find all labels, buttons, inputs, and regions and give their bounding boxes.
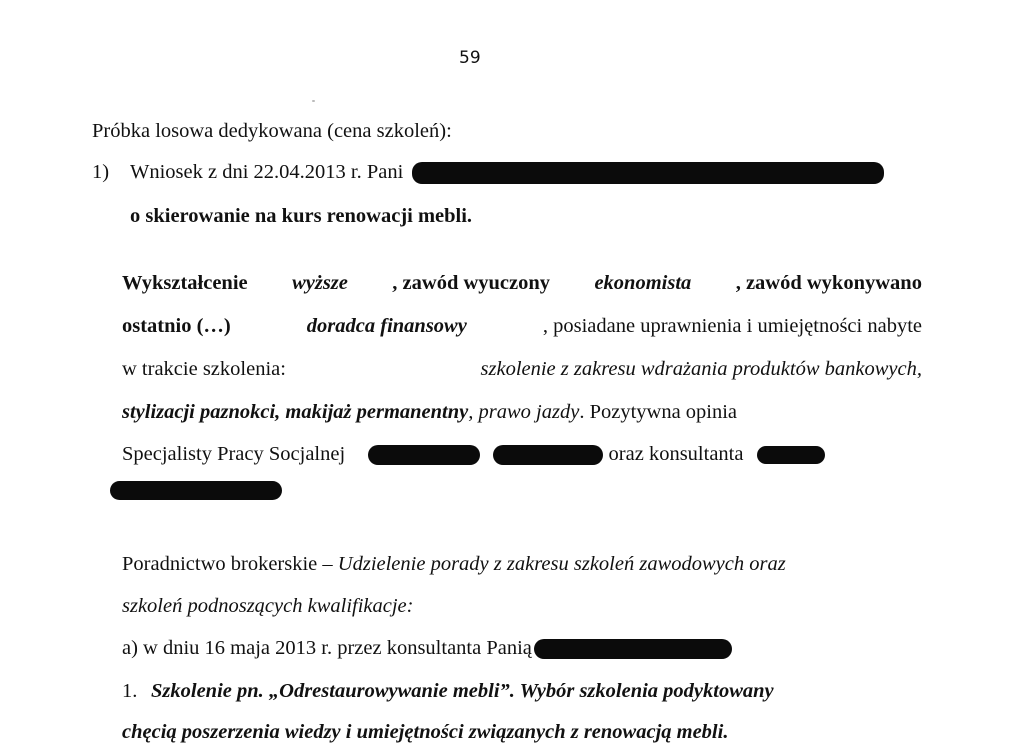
p1-l5-a: Specjalisty Pracy Socjalnej bbox=[122, 443, 346, 465]
para2-item-1 bbox=[151, 678, 921, 704]
p2-a-text: a) w dniu 16 maja 2013 r. przez konsultanta Panią bbox=[122, 637, 532, 659]
redaction-name-4 bbox=[757, 446, 825, 464]
para2-item-1-cont: chęcią poszerzenia wiedzy i umiejętności związanych z renowacją mebli. bbox=[122, 721, 729, 743]
redaction-name-1 bbox=[412, 162, 884, 184]
para2-line-1 bbox=[122, 551, 786, 577]
p1-l2-b: doradca finansowy bbox=[306, 315, 467, 337]
p2-n1-text: Szkolenie pn. „Odrestaurowywanie mebli”. Wybór szkolenia podyktowany bbox=[151, 680, 774, 702]
section-heading: Próbka losowa dedykowana (cena szkoleń): bbox=[92, 120, 452, 142]
redaction-name-3 bbox=[493, 445, 603, 465]
para1-line-5 bbox=[122, 441, 825, 467]
redaction-name-5 bbox=[110, 481, 282, 500]
para2-line-2: szkoleń podnoszących kwalifikacje: bbox=[122, 595, 414, 617]
item-1-number: 1) bbox=[92, 161, 110, 183]
para2-item-1-number: 1. bbox=[122, 680, 138, 702]
p1-l1-b: wyższe bbox=[292, 272, 348, 294]
p1-l2-c: , posiadane uprawnienia i umiejętności nabyte bbox=[542, 315, 922, 337]
para1-line-3 bbox=[122, 356, 922, 382]
item-1-subject: o skierowanie na kurs renowacji mebli. bbox=[130, 205, 473, 227]
p1-l3-b: szkolenie z zakresu wdrażania produktów bankowych, bbox=[480, 358, 922, 380]
p1-l2-a: ostatnio (…) bbox=[122, 315, 231, 337]
p2-l1-b: Udzielenie porady z zakresu szkoleń zawodowych oraz bbox=[337, 553, 786, 575]
p1-l1-d: ekonomista bbox=[594, 272, 692, 294]
p1-l3-a: w trakcie szkolenia: bbox=[122, 358, 286, 380]
page-number: 59 bbox=[459, 48, 481, 68]
p1-l1-c: , zawód wyuczony bbox=[392, 272, 551, 294]
para1-line-4 bbox=[122, 399, 922, 425]
item-1-line bbox=[130, 159, 884, 185]
para2-item-a bbox=[122, 635, 732, 661]
redaction-name-2 bbox=[368, 445, 480, 465]
p1-l4-b: , prawo jazdy bbox=[468, 401, 580, 423]
scan-smudge bbox=[312, 100, 315, 102]
item-1-text: Wniosek z dni 22.04.2013 r. Pani bbox=[130, 161, 404, 183]
p1-l5-b: oraz konsultanta bbox=[608, 443, 744, 465]
p2-l1-a: Poradnictwo brokerskie – bbox=[122, 553, 333, 575]
p1-l4-c: . Pozytywna opinia bbox=[579, 401, 738, 423]
para1-line-2 bbox=[122, 313, 922, 339]
p1-l1-a: Wykształcenie bbox=[122, 272, 248, 294]
p1-l4-a: stylizacji paznokci, makijaż permanentny bbox=[122, 401, 469, 423]
p1-l1-e: , zawód wykonywano bbox=[735, 272, 922, 294]
redaction-name-6 bbox=[534, 639, 732, 659]
para1-line-1 bbox=[122, 270, 922, 296]
